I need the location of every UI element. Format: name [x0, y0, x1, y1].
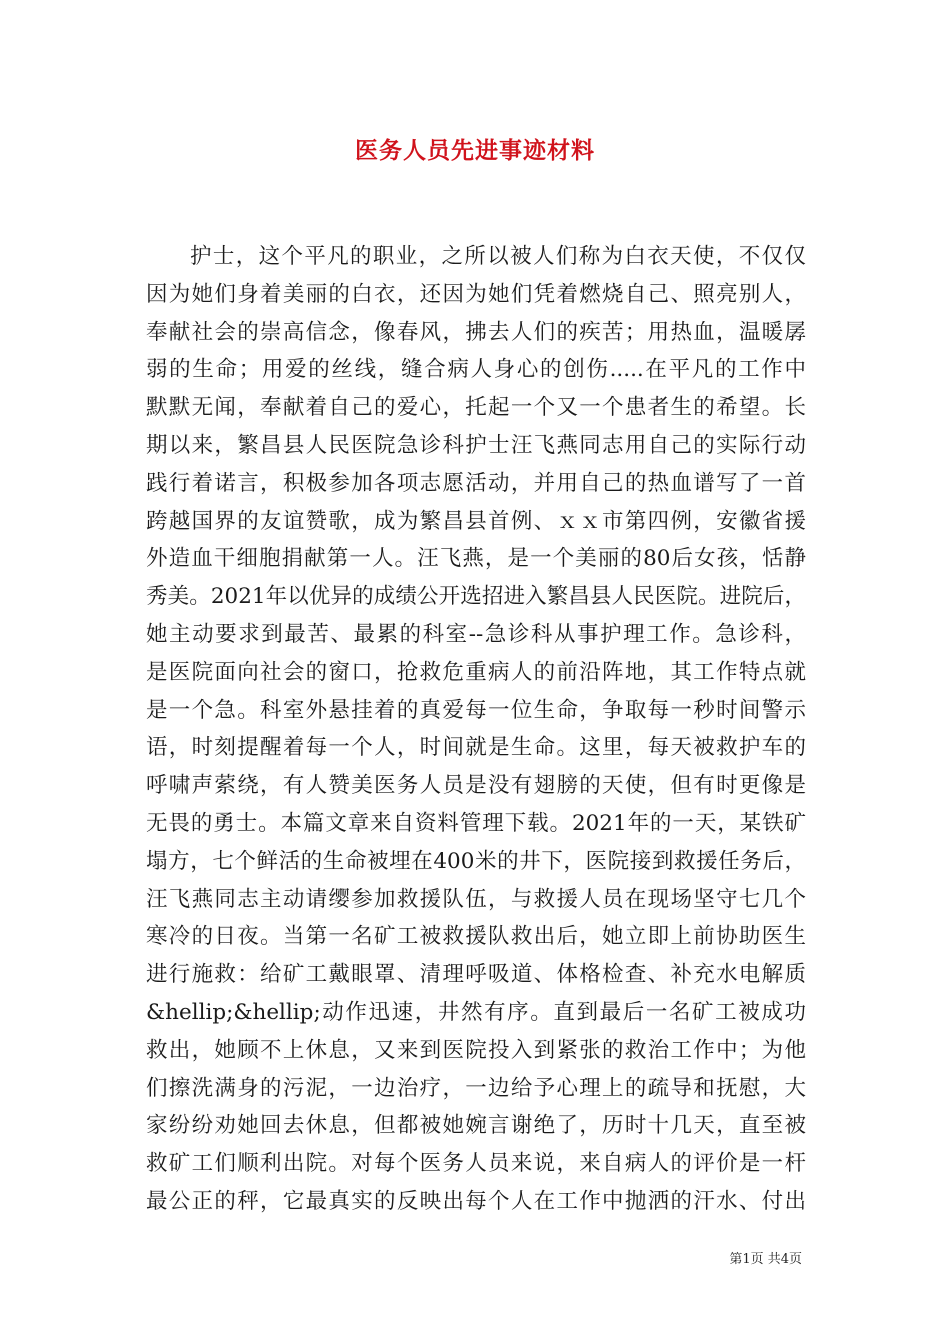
body-line: 进行施救：给矿工戴眼罩、清理呼吸道、体格检查、补充水电解质 — [146, 962, 806, 988]
body-line: 们擦洗满身的污泥，一边治疗，一边给予心理上的疏导和抚慰，大 — [146, 1075, 806, 1101]
body-line: 她主动要求到最苦、最累的科室--急诊科从事护理工作。急诊科， — [146, 621, 806, 647]
body-line: 因为她们身着美丽的白衣，还因为她们凭着燃烧自己、照亮别人， — [146, 281, 806, 307]
body-line: 最公正的秤，它最真实的反映出每个人在工作中抛洒的汗水、付出 — [146, 1188, 806, 1214]
body-line: 寒冷的日夜。当第一名矿工被救援队救出后，她立即上前协助医生 — [146, 924, 806, 950]
body-line: 语，时刻提醒着每一个人，时间就是生命。这里，每天被救护车的 — [146, 735, 806, 761]
body-line: 外造血干细胞捐献第一人。汪飞燕，是一个美丽的80后女孩，恬静 — [146, 546, 806, 572]
body-line: 期以来，繁昌县人民医院急诊科护士汪飞燕同志用自己的实际行动 — [146, 432, 806, 458]
body-line: 护士，这个平凡的职业，之所以被人们称为白衣天使，不仅仅 — [190, 244, 806, 269]
body-line: 家纷纷劝她回去休息，但都被她婉言谢绝了，历时十几天，直至被 — [146, 1113, 806, 1139]
body-line: 汪飞燕同志主动请缨参加救援队伍，与救援人员在现场坚守七几个 — [146, 886, 806, 912]
body-line: 呼啸声萦绕，有人赞美医务人员是没有翅膀的天使，但有时更像是 — [146, 773, 806, 799]
page-number: 第1页 共4页 — [729, 1252, 802, 1267]
document-title: 医务人员先进事迹材料 — [355, 137, 595, 164]
body-line: 跨越国界的友谊赞歌，成为繁昌县首例、ｘｘ市第四例，安徽省援 — [146, 508, 806, 534]
body-line: 默默无闻，奉献着自己的爱心，托起一个又一个患者生的希望。长 — [146, 395, 806, 421]
body-line: &hellip;&hellip;动作迅速，井然有序。直到最后一名矿工被成功 — [146, 999, 806, 1025]
body-line: 践行着诺言，积极参加各项志愿活动，并用自己的热血谱写了一首 — [146, 470, 806, 496]
body-line: 秀美。2021年以优异的成绩公开选招进入繁昌县人民医院。进院后， — [146, 584, 806, 610]
document-body — [146, 238, 806, 1221]
body-line: 是医院面向社会的窗口，抢救危重病人的前沿阵地，其工作特点就 — [146, 659, 806, 685]
body-line: 是一个急。科室外悬挂着的真爱每一位生命，争取每一秒时间警示 — [146, 697, 806, 723]
body-line: 救出，她顾不上休息，又来到医院投入到紧张的救治工作中；为他 — [146, 1037, 806, 1063]
body-line: 塌方，七个鲜活的生命被埋在400米的井下，医院接到救援任务后， — [146, 848, 806, 874]
body-line: 救矿工们顺利出院。对每个医务人员来说，来自病人的评价是一杆 — [146, 1151, 806, 1177]
body-line: 弱的生命；用爱的丝线，缝合病人身心的创伤.....在平凡的工作中 — [146, 357, 806, 383]
body-line: 奉献社会的崇高信念，像春风，拂去人们的疾苦；用热血，温暖孱 — [146, 319, 806, 345]
body-line: 无畏的勇士。本篇文章来自资料管理下载。2021年的一天，某铁矿 — [146, 810, 806, 836]
